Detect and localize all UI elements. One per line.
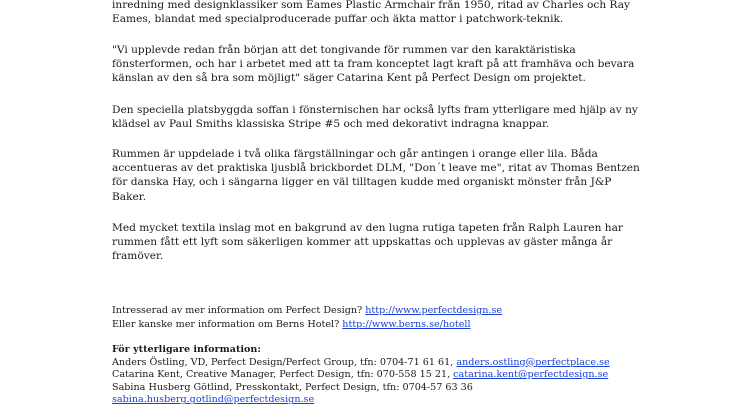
text-line: framöver. bbox=[112, 250, 164, 263]
text-line: Den speciella platsbyggda soffan i fönsternischen har också lyfts fram ytterligare med hjälp av ny bbox=[112, 104, 638, 116]
contact-sabina-text: Sabina Husberg Götlind, Presskontakt, Perfect Design, tfn: 0704-57 63 36 bbox=[112, 381, 473, 393]
info-links bbox=[112, 304, 712, 331]
paragraph-textiles bbox=[112, 221, 712, 264]
contact-catarina bbox=[112, 369, 712, 382]
text-line: för danska Hay, och i sängarna ligger en väl tilltagen kudde med organiskt mönster från J&P bbox=[112, 176, 612, 189]
text-line: "Vi upplevde redan från början att det tongivande för rummen var den karaktäristiska bbox=[112, 44, 576, 56]
contacts-heading: För ytterligare information: bbox=[112, 344, 261, 355]
paragraph-colors bbox=[112, 147, 712, 204]
contact-anders-text: Anders Östling, VD, Perfect Design/Perfect Group, tfn: 0704-71 61 61, bbox=[112, 356, 457, 368]
berns-hotel-link[interactable]: http://www.berns.se/hotell bbox=[342, 318, 471, 330]
contacts-block bbox=[112, 344, 712, 407]
paragraph-quote bbox=[112, 43, 712, 86]
anders-email-link[interactable]: anders.ostling@perfectplace.se bbox=[456, 356, 610, 368]
text-line: Baker. bbox=[112, 190, 147, 203]
paragraph-sofa bbox=[112, 103, 712, 131]
text-line: Rummen är uppdelade i två olika färgställningar och går antingen i orange eller lila. Båda bbox=[112, 148, 598, 160]
text-line: klädsel av Paul Smiths klassiska Stripe #5 och med dekorativt indragna knappar. bbox=[112, 118, 550, 131]
text-line: accentueras av det praktiska ljusblå brickbordet DLM, "Don´t leave me", ritat av Thomas Bentzen bbox=[112, 162, 640, 175]
berns-info-text: Eller kanske mer information om Berns Hotel? bbox=[112, 318, 343, 330]
perfect-design-info-line bbox=[112, 304, 712, 318]
sabina-email-link[interactable]: sabina.husberg.gotlind@perfectdesign.se bbox=[112, 394, 315, 406]
contact-catarina-text: Catarina Kent, Creative Manager, Perfect Design, tfn: 070-558 15 21, bbox=[112, 369, 454, 381]
paragraph-eames bbox=[112, 0, 712, 26]
contact-sabina-email-line bbox=[112, 394, 712, 407]
text-line: rummen fått ett lyft som säkerligen kommer att uppskattas och upplevas av gäster många år bbox=[112, 236, 613, 249]
perfect-design-link[interactable]: http://www.perfectdesign.se bbox=[365, 305, 503, 316]
text-line: inredning med designklassiker som Eames Plastic Armchair från 1950, ritad av Charles och Ray bbox=[112, 0, 631, 11]
perfect-design-info-text: Intresserad av mer information om Perfect Design? bbox=[112, 305, 366, 316]
berns-info-line bbox=[112, 318, 712, 332]
text-line: Eames, blandat med specialproducerade puffar och äkta mattor i patchwork-teknik. bbox=[112, 13, 564, 26]
text-line: fönsterformen, och har i arbetet med att ta fram konceptet lagt kraft på att framhäva och bevara bbox=[112, 58, 635, 71]
contact-anders bbox=[112, 357, 712, 370]
text-line: känslan av den så bra som möjligt" säger Catarina Kent på Perfect Design om projektet. bbox=[112, 72, 586, 85]
catarina-email-link[interactable]: catarina.kent@perfectdesign.se bbox=[453, 369, 609, 381]
text-line: Med mycket textila inslag mot en bakgrund av den lugna rutiga tapeten från Ralph Lauren har bbox=[112, 222, 623, 234]
